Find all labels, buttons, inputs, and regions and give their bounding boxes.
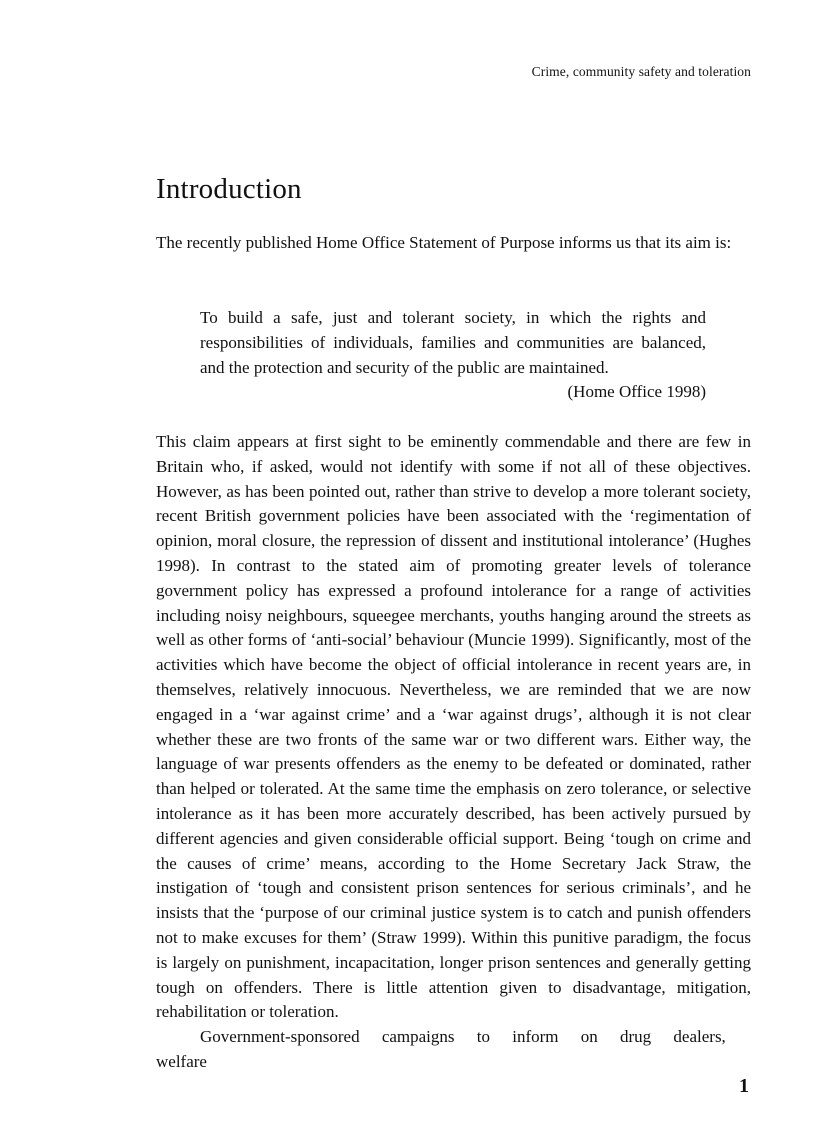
running-head: Crime, community safety and toleration — [531, 64, 751, 79]
body-paragraph-1: This claim appears at first sight to be eminently commendable and there are few in Britain who, if asked, would not identify with some if not all of these objectives. However, as has been pointed out, rather than strive to develop a more tolerant society, recent British government policies have been associated with the ‘regimentation of opinion, moral closure, the repression of dissent and institutional intolerance’ (Hughes 1998). In contrast to the stated aim of promoting greater levels of tolerance government policy has expressed a profound intolerance for a range of activities including noisy neighbours, squeegee merchants, youths hanging around the streets as well as other forms of ‘anti-social’ behaviour (Muncie 1999). Significantly, most of the activities which have become the object of official intolerance in recent years are, in themselves, relatively innocuous. Nevertheless, we are reminded that we are now engaged in a ‘war against crime’ and a ‘war against drugs’, although it is not clear whether these are two fronts of the same war or two different wars. Either way, the language of war presents offenders as the enemy to be defeated or dominated, rather than helped or tolerated. At the same time the emphasis on zero tolerance, or selective intolerance as it has been more accurately described, has been actively pursued by different agencies and given considerable official support. Being ‘tough on crime and the causes of crime’ means, according to the Home Secretary Jack Straw, the instigation of ‘tough and consistent prison sentences for serious criminals’, and he insists that the ‘purpose of our criminal justice system is to catch and punish offenders not to make excuses for them’ (Straw 1999). Within this punitive paradigm, the focus is largely on punishment, incapacitation, longer prison sentences and generally getting tough on offenders. There is little attention given to disadvantage, mitigation, rehabilitation or toleration. — [156, 432, 751, 1022]
page-number: 1 — [739, 1075, 749, 1097]
quote-citation: (Home Office 1998) — [567, 382, 706, 402]
body-paragraph-2: Government-sponsored campaigns to inform on drug dealers, welfare — [156, 1027, 726, 1071]
block-quote — [200, 306, 706, 405]
section-title: Introduction — [156, 173, 302, 205]
quote-text: To build a safe, just and tolerant society, in which the rights and responsibilities of individuals, families and communities are balanced, and the protection and security of the public are maintained. — [200, 308, 706, 377]
body-text — [156, 430, 751, 1075]
intro-paragraph: The recently published Home Office Statement of Purpose informs us that its aim is: — [156, 233, 732, 252]
